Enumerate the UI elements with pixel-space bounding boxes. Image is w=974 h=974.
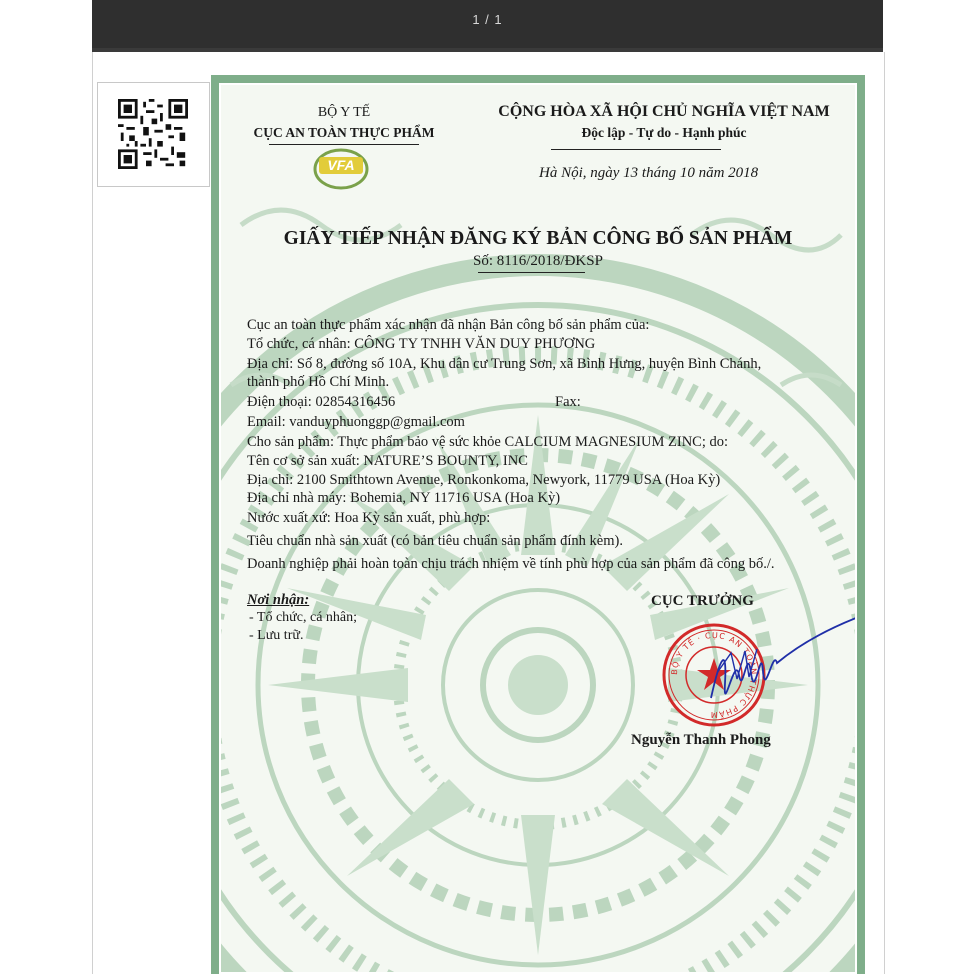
motto: Độc lập - Tự do - Hạnh phúc <box>581 125 747 140</box>
email-line: Email: vanduyphuonggp@gmail.com <box>247 414 465 430</box>
address-line-2: thành phố Hồ Chí Minh. <box>247 374 390 390</box>
stamp-text: BỘ Y TẾ · CỤC AN TOÀN THỰC PHẨM <box>669 630 759 720</box>
vfa-logo-text: VFA <box>327 157 355 173</box>
intro-line: Cục an toàn thực phẩm xác nhận đã nhận Bản công bố sản phẩm của: <box>247 317 650 333</box>
country-name: CỘNG HÒA XÃ HỘI CHỦ NGHĨA VIỆT NAM <box>498 103 830 120</box>
certificate-number: Số: 8116/2018/ĐKSP <box>473 253 603 269</box>
signatory-name: Nguyễn Thanh Phong <box>631 732 771 748</box>
certificate-frame <box>211 75 865 974</box>
page-indicator: 1 / 1 <box>472 12 503 27</box>
phone-line: Điện thoại: 02854316456 <box>247 394 396 410</box>
title-underline <box>478 272 585 273</box>
certificate-page <box>219 83 857 974</box>
recipient-item: - Tổ chức, cá nhân; <box>249 610 358 625</box>
certificate-title: GIẤY TIẾP NHẬN ĐĂNG KÝ BẢN CÔNG BỐ SẢN PHẨM <box>283 228 793 249</box>
standard-line: Tiêu chuẩn nhà sản xuất (có bản tiêu chuẩn sản phẩm đính kèm). <box>247 533 623 549</box>
qr-code-icon <box>118 99 188 169</box>
viewer-toolbar <box>92 0 883 52</box>
manufacturer-address-line: Địa chỉ: 2100 Smithtown Avenue, Ronkonkoma, Newyork, 11779 USA (Hoa Kỳ) <box>247 472 721 488</box>
motto-underline <box>551 149 721 150</box>
fax-line: Fax: <box>555 394 581 410</box>
ministry-name: BỘ Y TẾ <box>317 105 371 120</box>
origin-line: Nước xuất xứ: Hoa Kỳ sản xuất, phù hợp: <box>247 510 491 526</box>
handwritten-signature <box>691 613 857 713</box>
bronze-drum-watermark <box>221 85 855 974</box>
factory-address-line: Địa chỉ nhà máy: Bohemia, NY 11716 USA (Hoa Kỳ) <box>247 490 561 506</box>
recipients-label: Nơi nhận: <box>247 592 310 608</box>
issue-date: Hà Nội, ngày 13 tháng 10 năm 2018 <box>539 165 759 181</box>
manufacturer-line: Tên cơ sở sản xuất: NATURE’S BOUNTY, INC <box>247 453 528 469</box>
qr-code-thumbnail[interactable] <box>97 82 210 187</box>
organization-line: Tổ chức, cá nhân: CÔNG TY TNHH VĂN DUY PHƯƠNG <box>247 336 596 352</box>
product-line: Cho sản phẩm: Thực phẩm bảo vệ sức khỏe CALCIUM MAGNESIUM ZINC; do: <box>247 434 729 450</box>
signatory-title: CỤC TRƯỞNG <box>651 593 754 609</box>
vfa-logo <box>309 145 373 191</box>
responsibility-line: Doanh nghiệp phải hoàn toàn chịu trách nhiệm về tính phù hợp của sản phẩm đã công bố./. <box>247 556 775 572</box>
recipient-item: - Lưu trữ. <box>249 628 304 643</box>
agency-name: CỤC AN TOÀN THỰC PHẨM <box>253 125 435 140</box>
address-line-1: Địa chỉ: Số 8, đường số 10A, Khu dân cư Trung Sơn, xã Bình Hưng, huyện Bình Chánh, <box>247 356 762 372</box>
